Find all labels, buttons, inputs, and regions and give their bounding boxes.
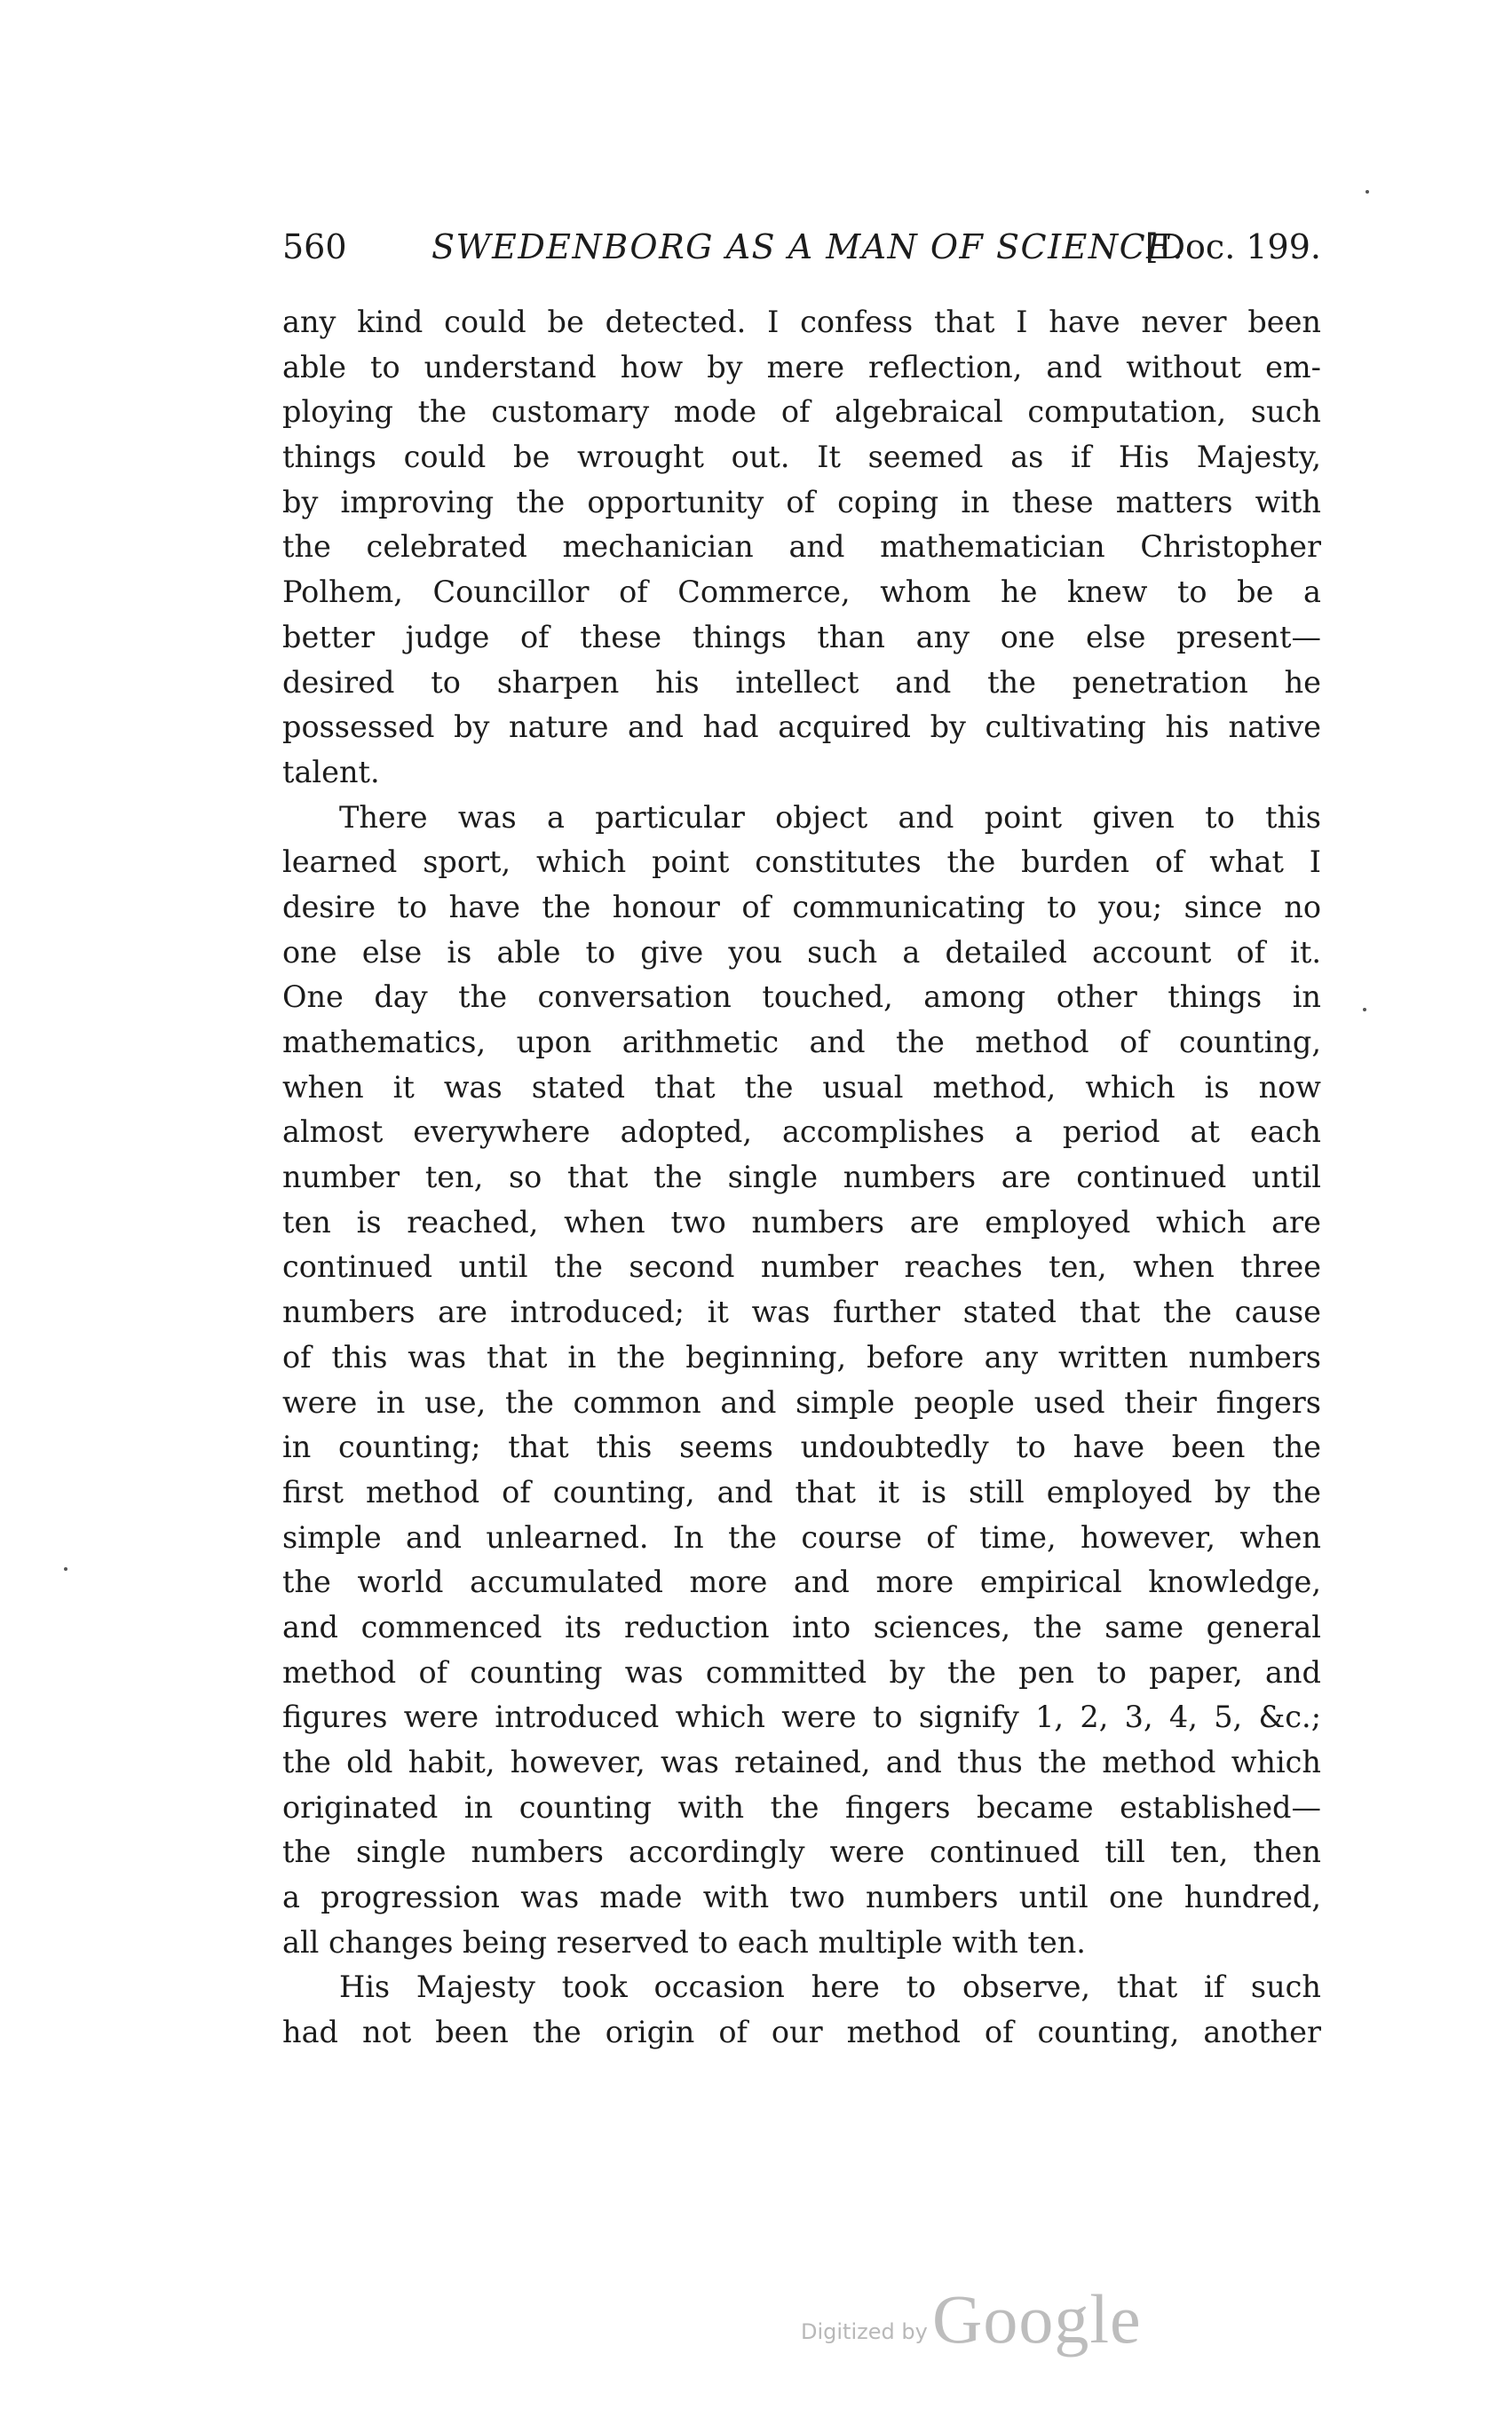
- text-line: His Majesty took occasion here to observe, that if such: [339, 1969, 1321, 2005]
- document-reference: [Doc. 199.: [1144, 227, 1321, 266]
- text-line: learned sport, which point constitutes the burden of what I: [282, 844, 1321, 880]
- body-text: [282, 300, 1321, 2056]
- text-line: things could be wrought out. It seemed as if His Majesty,: [282, 440, 1321, 475]
- digitized-by-label: Digitized by: [801, 2319, 928, 2344]
- text-line: able to understand how by mere reflection, and without em-: [282, 349, 1321, 384]
- text-line: the old habit, however, was retained, and thus the method which: [282, 1745, 1321, 1779]
- text-line: One day the conversation touched, among other things in: [282, 979, 1321, 1015]
- text-line: number ten, so that the single numbers are continued until: [282, 1160, 1321, 1195]
- scan-speck: [1366, 190, 1369, 194]
- text-line: the celebrated mechanician and mathematician Christopher: [282, 529, 1321, 565]
- text-line: ten is reached, when two numbers are employed which are: [282, 1204, 1321, 1240]
- text-line: and commenced its reduction into sciences, the same general: [282, 1609, 1321, 1644]
- text-line: all changes being reserved to each multiple with ten.: [282, 1924, 1086, 1960]
- page-number: 560: [282, 227, 347, 266]
- text-line: figures were introduced which were to signify 1, 2, 3, 4, 5, &c.;: [282, 1700, 1321, 1735]
- text-line: had not been the origin of our method of counting, another: [282, 2015, 1321, 2050]
- text-line: ploying the customary mode of algebraical computation, such: [282, 394, 1321, 430]
- text-line: a progression was made with two numbers until one hundred,: [282, 1880, 1321, 1915]
- text-line: were in use, the common and simple people used their fingers: [282, 1384, 1321, 1420]
- text-line: simple and unlearned. In the course of time, however, when: [282, 1519, 1321, 1555]
- text-line: better judge of these things than any one else present—: [282, 619, 1321, 654]
- scan-speck: [1363, 1008, 1366, 1011]
- scan-speck: [64, 1567, 67, 1571]
- text-line: in counting; that this seems undoubtedly to have been the: [282, 1430, 1321, 1465]
- text-line: any kind could be detected. I confess that I have never been: [282, 305, 1321, 339]
- text-line: mathematics, upon arithmetic and the method of counting,: [282, 1025, 1321, 1059]
- text-line: continued until the second number reaches ten, when three: [282, 1249, 1321, 1285]
- text-line: desire to have the honour of communicating to you; since no: [282, 889, 1321, 924]
- google-logo: Google: [932, 2280, 1142, 2358]
- text-line: by improving the opportunity of coping in these matters with: [282, 484, 1321, 519]
- text-line: of this was that in the beginning, before any written numbers: [282, 1339, 1321, 1375]
- running-head: [282, 220, 1321, 273]
- text-line: method of counting was committed by the pen to paper, and: [282, 1654, 1321, 1690]
- text-line: when it was stated that the usual method, which is now: [282, 1069, 1321, 1105]
- text-line: originated in counting with the fingers became established—: [282, 1789, 1321, 1825]
- text-line: first method of counting, and that it is still employed by the: [282, 1474, 1321, 1510]
- text-line: numbers are introduced; it was further stated that the cause: [282, 1295, 1321, 1330]
- running-title: SWEDENBORG AS A MAN OF SCIENCE.: [431, 227, 1184, 266]
- text-line: the world accumulated more and more empirical knowledge,: [282, 1565, 1321, 1600]
- text-line: There was a particular object and point given to this: [339, 799, 1321, 835]
- text-line: Polhem, Councillor of Commerce, whom he knew to be a: [282, 575, 1321, 610]
- text-line: possessed by nature and had acquired by cultivating his native: [282, 709, 1321, 745]
- text-line: the single numbers accordingly were continued till ten, then: [282, 1835, 1321, 1870]
- text-line: talent.: [282, 754, 380, 789]
- text-line: one else is able to give you such a detailed account of it.: [282, 934, 1321, 970]
- text-line: desired to sharpen his intellect and the penetration he: [282, 664, 1321, 700]
- text-line: almost everywhere adopted, accomplishes a period at each: [282, 1114, 1321, 1150]
